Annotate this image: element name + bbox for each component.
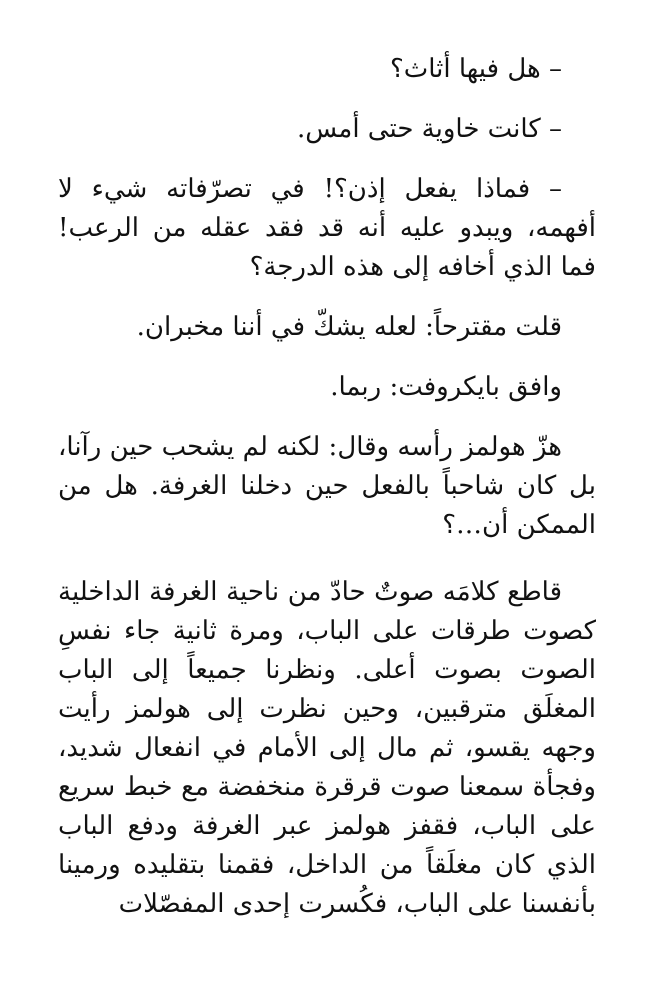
dialogue-paragraph-agreement: وافق بايكروفت: ربما.: [330, 372, 562, 402]
dialogue-paragraph-holmes: هزّ هولمز رأسه وقال: لكنه لم يشحب حين رآنا، بل كان شاحباً بالفعل حين دخلنا الغرفة. هل من الممكن أن…؟: [58, 432, 596, 540]
narrative-paragraph: قاطع كلامَه صوتٌ حادّ من ناحية الغرفة الداخلية كصوت طرقات على الباب، ومرة ثانية جاء نفسِ الصوت بصوت أعلى. ونظرنا جميعاً إلى الباب المغلَق مترقبين، وحين نظرت إلى هولمز رأيت وجهه يقسو، ثم مال إلى الأمام في انفعال شديد، وفجأة سمعنا صوت قرقرة منخفضة مع خبط سريع على الباب، فقفز هولمز عبر الغرفة ودفع الباب الذي كان مغلَقاً من الداخل، فقمنا بتقليده ورمينا بأنفسنا على الباب، فكُسرت إحدى المفصّلات: [58, 577, 596, 919]
dialogue-paragraph-empty-room: – كانت خاوية حتى أمس.: [296, 114, 562, 144]
book-page: [58, 50, 596, 945]
dialogue-paragraph-suggestion: قلت مقترحاً: لعله يشكّ في أننا مخبران.: [136, 312, 562, 342]
dialogue-paragraph-furniture: – هل فيها أثاث؟: [389, 54, 562, 84]
dialogue-paragraph-fear: – فماذا يفعل إذن؟! في تصرّفاته شيء لا أفهمه، ويبدو عليه أنه قد فقد عقله من الرعب! فما الذي أخافه إلى هذه الدرجة؟: [58, 174, 596, 282]
